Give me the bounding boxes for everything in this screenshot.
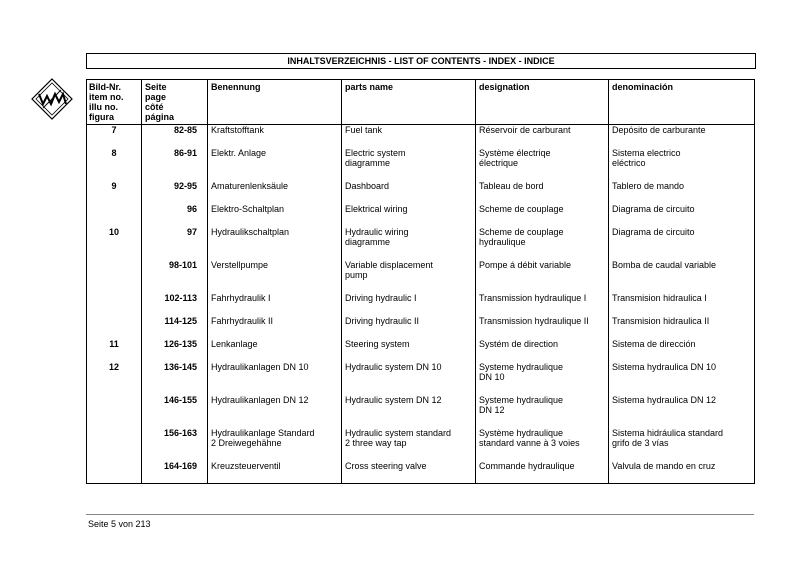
denominacion-cell: Sistema electrico eléctrico bbox=[609, 148, 755, 181]
item-number-cell bbox=[87, 204, 142, 227]
item-number-cell: 12 bbox=[87, 362, 142, 395]
table-row bbox=[87, 316, 755, 339]
parts-name-cell: Steering system bbox=[342, 339, 476, 362]
item-number-cell: 10 bbox=[87, 227, 142, 260]
parts-name-cell: Dashboard bbox=[342, 181, 476, 204]
table-row bbox=[87, 227, 755, 260]
parts-name-cell: Electric system diagramme bbox=[342, 148, 476, 181]
page-range-cell: 126-135 bbox=[142, 339, 208, 362]
page-range-cell: 96 bbox=[142, 204, 208, 227]
parts-name-cell: Driving hydraulic I bbox=[342, 293, 476, 316]
designation-cell: Systém de direction bbox=[476, 339, 609, 362]
benennung-cell: Verstellpumpe bbox=[208, 260, 342, 293]
item-number-cell bbox=[87, 293, 142, 316]
header-seite: Seite page côté página bbox=[142, 80, 208, 125]
header-parts-name: parts name bbox=[342, 80, 476, 125]
item-number-cell: 11 bbox=[87, 339, 142, 362]
designation-cell: Système électriqe électrique bbox=[476, 148, 609, 181]
table-row bbox=[87, 293, 755, 316]
denominacion-cell: Diagrama de circuito bbox=[609, 227, 755, 260]
benennung-cell: Fahrhydraulik I bbox=[208, 293, 342, 316]
table-row bbox=[87, 125, 755, 148]
denominacion-cell: Tablero de mando bbox=[609, 181, 755, 204]
designation-cell: Pompe á débit variable bbox=[476, 260, 609, 293]
parts-name-cell: Hydraulic wiring diagramme bbox=[342, 227, 476, 260]
parts-name-cell: Variable displacement pump bbox=[342, 260, 476, 293]
page-range-cell: 146-155 bbox=[142, 395, 208, 428]
page-range-cell: 97 bbox=[142, 227, 208, 260]
page-range-cell: 102-113 bbox=[142, 293, 208, 316]
benennung-cell: Elektr. Anlage bbox=[208, 148, 342, 181]
parts-name-cell: Driving hydraulic II bbox=[342, 316, 476, 339]
designation-cell: Commande hydraulique bbox=[476, 461, 609, 484]
designation-cell: Réservoir de carburant bbox=[476, 125, 609, 148]
designation-cell: Système hydraulique standard vanne à 3 voies bbox=[476, 428, 609, 461]
designation-cell: Scheme de couplage hydraulique bbox=[476, 227, 609, 260]
benennung-cell: Lenkanlage bbox=[208, 339, 342, 362]
table-header-row bbox=[87, 80, 755, 125]
denominacion-cell: Transmision hidraulica II bbox=[609, 316, 755, 339]
parts-name-cell: Cross steering valve bbox=[342, 461, 476, 484]
item-number-cell bbox=[87, 316, 142, 339]
page-range-cell: 164-169 bbox=[142, 461, 208, 484]
denominacion-cell: Valvula de mando en cruz bbox=[609, 461, 755, 484]
page-number: Seite 5 von 213 bbox=[88, 519, 151, 529]
denominacion-cell: Depósito de carburante bbox=[609, 125, 755, 148]
designation-cell: Systeme hydraulique DN 10 bbox=[476, 362, 609, 395]
item-number-cell bbox=[87, 260, 142, 293]
benennung-cell: Kraftstofftank bbox=[208, 125, 342, 148]
parts-name-cell: Elektrical wiring bbox=[342, 204, 476, 227]
parts-name-cell: Hydraulic system DN 10 bbox=[342, 362, 476, 395]
denominacion-cell: Sistema hidráulica standard grifo de 3 vías bbox=[609, 428, 755, 461]
item-number-cell: 7 bbox=[87, 125, 142, 148]
footer-divider bbox=[86, 514, 754, 515]
table-body bbox=[87, 125, 755, 484]
benennung-cell: Amaturenlenksäule bbox=[208, 181, 342, 204]
denominacion-cell: Transmision hidraulica I bbox=[609, 293, 755, 316]
benennung-cell: Hydraulikanlagen DN 10 bbox=[208, 362, 342, 395]
header-bild-nr: Bild-Nr. item no. illu no. figura bbox=[87, 80, 142, 125]
page-range-cell: 98-101 bbox=[142, 260, 208, 293]
company-logo bbox=[30, 77, 74, 121]
table-row bbox=[87, 395, 755, 428]
page-range-cell: 82-85 bbox=[142, 125, 208, 148]
page-title: INHALTSVERZEICHNIS - LIST OF CONTENTS - INDEX - INDICE bbox=[86, 53, 756, 69]
table-row bbox=[87, 204, 755, 227]
table-row bbox=[87, 181, 755, 204]
item-number-cell bbox=[87, 428, 142, 461]
page-range-cell: 136-145 bbox=[142, 362, 208, 395]
page-range-cell: 86-91 bbox=[142, 148, 208, 181]
header-benennung: Benennung bbox=[208, 80, 342, 125]
contents-table bbox=[86, 79, 755, 484]
table-row bbox=[87, 362, 755, 395]
designation-cell: Transmission hydraulique I bbox=[476, 293, 609, 316]
denominacion-cell: Diagrama de circuito bbox=[609, 204, 755, 227]
benennung-cell: Kreuzsteuerventil bbox=[208, 461, 342, 484]
denominacion-cell: Sistema de dirección bbox=[609, 339, 755, 362]
parts-name-cell: Hydraulic system standard 2 three way tap bbox=[342, 428, 476, 461]
designation-cell: Transmission hydraulique II bbox=[476, 316, 609, 339]
denominacion-cell: Sistema hydraulica DN 10 bbox=[609, 362, 755, 395]
header-denominacion: denominación bbox=[609, 80, 755, 125]
parts-name-cell: Fuel tank bbox=[342, 125, 476, 148]
benennung-cell: Hydraulikschaltplan bbox=[208, 227, 342, 260]
page-range-cell: 92-95 bbox=[142, 181, 208, 204]
benennung-cell: Fahrhydraulik II bbox=[208, 316, 342, 339]
item-number-cell bbox=[87, 395, 142, 428]
designation-cell: Tableau de bord bbox=[476, 181, 609, 204]
denominacion-cell: Sistema hydraulica DN 12 bbox=[609, 395, 755, 428]
table-row bbox=[87, 461, 755, 484]
benennung-cell: Hydraulikanlagen DN 12 bbox=[208, 395, 342, 428]
item-number-cell: 9 bbox=[87, 181, 142, 204]
page-range-cell: 114-125 bbox=[142, 316, 208, 339]
table-row bbox=[87, 148, 755, 181]
table-row bbox=[87, 260, 755, 293]
item-number-cell bbox=[87, 461, 142, 484]
item-number-cell: 8 bbox=[87, 148, 142, 181]
designation-cell: Scheme de couplage bbox=[476, 204, 609, 227]
benennung-cell: Elektro-Schaltplan bbox=[208, 204, 342, 227]
benennung-cell: Hydraulikanlage Standard 2 Dreiwegehähne bbox=[208, 428, 342, 461]
header-designation: designation bbox=[476, 80, 609, 125]
page-range-cell: 156-163 bbox=[142, 428, 208, 461]
table-row bbox=[87, 428, 755, 461]
denominacion-cell: Bomba de caudal variable bbox=[609, 260, 755, 293]
parts-name-cell: Hydraulic system DN 12 bbox=[342, 395, 476, 428]
designation-cell: Systeme hydraulique DN 12 bbox=[476, 395, 609, 428]
table-row bbox=[87, 339, 755, 362]
